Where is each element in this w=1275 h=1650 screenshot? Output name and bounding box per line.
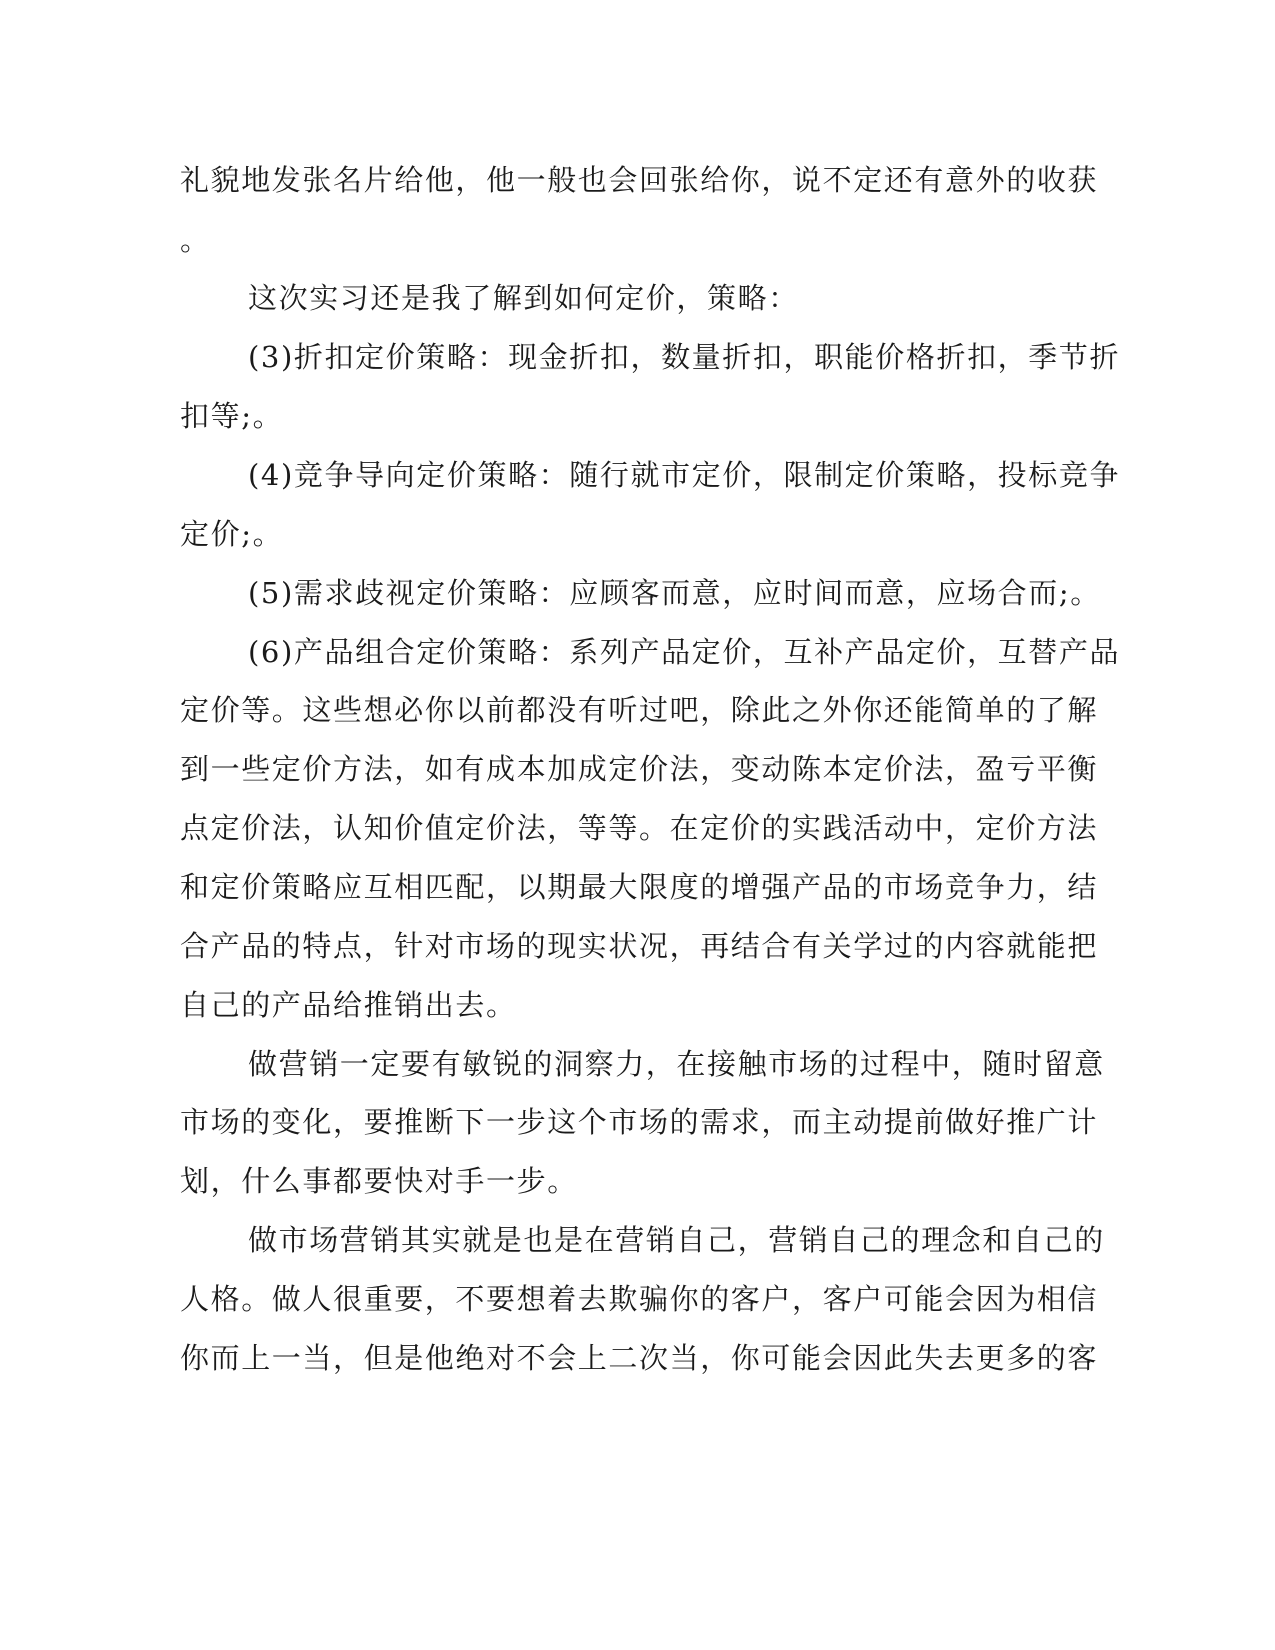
text-line: 市场的变化，要推断下一步这个市场的需求，而主动提前做好推广计 <box>180 1105 1099 1139</box>
text-line: 点定价法，认知价值定价法，等等。在定价的实践活动中，定价方法 <box>180 811 1099 845</box>
text-line: 礼貌地发张名片给他，他一般也会回张给你，说不定还有意外的收获 <box>180 163 1099 197</box>
paragraph-start-line: (5)需求歧视定价策略：应顾客而意，应时间而意，应场合而;。 <box>248 576 1101 610</box>
text-line: 。 <box>180 223 211 257</box>
paragraph-start-line: 做营销一定要有敏锐的洞察力，在接触市场的过程中，随时留意 <box>248 1047 1105 1081</box>
text-line: 定价等。这些想必你以前都没有听过吧，除此之外你还能简单的了解 <box>180 693 1099 727</box>
text-line: 人格。做人很重要，不要想着去欺骗你的客户，客户可能会因为相信 <box>180 1282 1099 1316</box>
paragraph-start-line: (3)折扣定价策略：现金折扣，数量折扣，职能价格折扣，季节折 <box>248 340 1121 374</box>
text-line: 合产品的特点，针对市场的现实状况，再结合有关学过的内容就能把 <box>180 929 1099 963</box>
text-line: 你而上一当，但是他绝对不会上二次当，你可能会因此失去更多的客 <box>180 1341 1099 1375</box>
paragraph-start-line: (4)竞争导向定价策略：随行就市定价，限制定价策略，投标竞争 <box>248 458 1121 492</box>
text-line: 划，什么事都要快对手一步。 <box>180 1164 578 1198</box>
text-line: 到一些定价方法，如有成本加成定价法，变动陈本定价法，盈亏平衡 <box>180 752 1099 786</box>
text-line: 扣等;。 <box>180 399 284 433</box>
paragraph-start-line: 这次实习还是我了解到如何定价，策略： <box>248 281 799 315</box>
text-line: 自己的产品给推销出去。 <box>180 988 517 1022</box>
text-line: 和定价策略应互相匹配，以期最大限度的增强产品的市场竞争力，结 <box>180 870 1099 904</box>
paragraph-start-line: 做市场营销其实就是也是在营销自己，营销自己的理念和自己的 <box>248 1223 1105 1257</box>
paragraph-start-line: (6)产品组合定价策略：系列产品定价，互补产品定价，互替产品 <box>248 635 1121 669</box>
text-line: 定价;。 <box>180 517 284 551</box>
